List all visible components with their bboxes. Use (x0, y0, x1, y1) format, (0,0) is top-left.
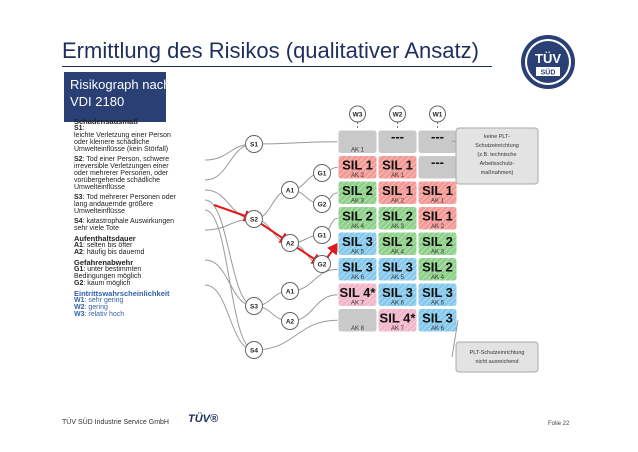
cell-sil-text: SIL 1 (382, 183, 413, 198)
matrix-cell (338, 207, 377, 231)
legend-w3-code: W3 (74, 311, 85, 318)
tree-branch (205, 210, 254, 350)
legend-aufenthalt-head: Aufenthaltsdauer (74, 234, 136, 243)
cell-sil-text: SIL 3 (422, 285, 453, 300)
matrix-cell (418, 283, 457, 307)
cell-sil-text: SIL 1 (422, 208, 453, 224)
cell-ak-text: AK 3 (350, 198, 365, 205)
matrix-cell (418, 232, 457, 256)
tree-node-label: S1 (250, 141, 258, 149)
footer-page: Folie 22 (548, 421, 570, 427)
matrix-cell (418, 258, 457, 282)
legend-s4-text: katastrophale Auswirkungen sehr viele Tote (74, 218, 175, 232)
matrix-cell (418, 207, 457, 231)
cell-sil-text: --- (391, 129, 404, 144)
legend-eintritt-head: Eintrittswahrscheinlichkeit (74, 289, 170, 298)
tree-branch (205, 285, 254, 350)
legend-s3-text: Tod mehrerer Personen oder lang andauernde größere Umwelteinflüsse (74, 194, 176, 215)
column-headers (350, 106, 446, 129)
cell-sil-text: SIL 3 (422, 310, 453, 326)
matrix-cell (418, 129, 457, 154)
cell-sil-text: SIL 3 (382, 285, 413, 300)
matrix-cell (378, 258, 417, 282)
tree-node-label: A2 (285, 318, 295, 326)
legend-panel: Schadensausmaß S1: leichte Verletzung einer Person oder kleinere schädliche Umwelteinflüsse (kein Störfall) S2: Tod einer Person, schwere irreversible Verletzungen einer oder mehrerer Personen, oder vorübergehende schädliche Umwelteinflüsse S3: Tod mehrerer Personen oder lang andauernde größere Umwelteinflüsse S4: katastrophale Auswirkungen sehr viele Tote Aufenthaltsdauer A1: selten bis öfter A2: häufig bis dauernd Gefahrenabwehr G1: unter bestimmten Bedingungen möglich G2: kaum möglich Eintrittswahrscheinlichkeit W1: sehr gering W2: gering W3: relativ hoch (74, 118, 182, 321)
legend-g2-code: G2 (74, 280, 84, 287)
tree-node-label: G2 (317, 201, 327, 209)
cell-sil-text: SIL 3 (342, 259, 373, 275)
legend-schaden-head: Schadensausmaß (74, 117, 138, 126)
cell-sil-text: SIL 2 (382, 234, 413, 249)
tree-node-label: S3 (250, 303, 258, 311)
legend-g2-text: kaum möglich (87, 280, 131, 287)
matrix-cell (378, 283, 417, 307)
side-notes (452, 128, 538, 372)
legend-g1-code: G1 (74, 266, 84, 273)
legend-w1-code: W1 (74, 297, 85, 304)
legend-gefahr-head: Gefahrenabwehr (74, 258, 134, 267)
legend-s1-text: leichte Verletzung einer Person oder kleinere schädliche Umwelteinflüsse (kein Störfall) (74, 132, 171, 153)
cell-ak-text: AK 1 (350, 147, 365, 154)
cell-ak-text: AK 2 (430, 224, 445, 230)
matrix-cell (338, 181, 377, 205)
cell-ak-text: AK 6 (350, 275, 365, 281)
page-title: Ermittlung des Risikos (qualitativer Ansatz) (62, 38, 479, 63)
cell-ak-text: AK 3 (390, 224, 405, 230)
legend-s4-code: S4 (74, 218, 83, 225)
column-label: W2 (392, 111, 403, 119)
matrix-cell (378, 309, 417, 333)
tree-branch (205, 260, 254, 306)
matrix-cell (418, 181, 457, 205)
matrix-cell (338, 156, 377, 180)
cell-ak-text: AK 8 (350, 326, 365, 332)
tree-branch (205, 144, 254, 180)
legend-w2-text: gering (88, 304, 108, 311)
legend-s2-code: S2 (74, 156, 83, 163)
matrix-cell (338, 232, 377, 256)
cell-ak-text: AK 7 (390, 326, 405, 332)
tree-node-label: G1 (317, 170, 327, 178)
legend-a2-text: häufig bis dauernd (86, 249, 145, 256)
column-label: W1 (432, 111, 443, 119)
cell-sil-text: SIL 2 (382, 208, 413, 224)
legend-a1-text: selten bis öfter (86, 242, 133, 249)
tree-node-label: S4 (250, 347, 258, 355)
cell-sil-text: SIL 1 (382, 157, 413, 173)
note-bottom-line: nicht ausreichend (475, 359, 519, 365)
logo-text: TÜV (535, 51, 561, 66)
legend-s3-code: S3 (74, 194, 83, 201)
tree-node-label: A2 (285, 240, 295, 248)
cell-ak-text: AK 4 (350, 224, 365, 230)
matrix-cell (418, 155, 457, 180)
footer-company: TÜV SÜD Industrie Service GmbH (62, 419, 169, 426)
cell-sil-text: SIL 2 (422, 259, 453, 275)
matrix-cell (338, 130, 377, 154)
matrix-cell (378, 232, 417, 256)
note-bottom-box (456, 342, 538, 372)
cell-ak-text: AK 5 (430, 300, 445, 307)
cell-ak-text: AK 1 (430, 198, 445, 205)
cell-ak-text: AK 2 (350, 173, 365, 179)
legend-w3-text: relativ hoch (88, 311, 125, 318)
note-bottom-line: PLT-Schutzeinrichtung (469, 350, 525, 356)
cell-ak-text: AK 5 (350, 249, 365, 256)
legend-w1-text: sehr gering (88, 297, 124, 304)
cell-sil-text: SIL 2 (422, 234, 453, 249)
note-top-line: (z.B. technische (477, 152, 517, 158)
tree-nodes (246, 136, 331, 359)
cell-sil-text: SIL 2 (342, 208, 373, 224)
matrix-cell (338, 309, 377, 333)
tree-node-label: G2 (317, 261, 327, 269)
cell-sil-text: SIL 1 (342, 157, 373, 173)
tree-node-label: A1 (285, 187, 295, 195)
cell-sil-text: SIL 4* (339, 285, 376, 300)
cell-sil-text: SIL 2 (342, 183, 373, 198)
note-top-line: Arbeitsschutz- (479, 161, 515, 167)
logo-sub: SÜD (540, 69, 556, 77)
legend-a2-code: A2 (74, 249, 83, 256)
cell-ak-text: AK 4 (430, 275, 445, 281)
tree-node-label: S2 (250, 216, 258, 224)
legend-w2-code: W2 (74, 304, 85, 311)
note-top-line: Schutzeinrichtung (475, 143, 519, 149)
cell-sil-text: --- (431, 129, 444, 144)
footer-logo: TÜV® (188, 413, 219, 425)
tag-line2: VDI 2180 (70, 94, 125, 109)
matrix-cell (338, 258, 377, 282)
matrix-cell (378, 129, 417, 154)
cell-ak-text: AK 4 (390, 249, 405, 256)
legend-s2-text: Tod einer Person, schwere irreversible Verletzungen einer oder mehrerer Personen, oder vorübergehende schädliche Umwelteinflüsse (74, 156, 170, 191)
matrix-cell (378, 181, 417, 205)
cell-ak-text: AK 2 (390, 198, 405, 205)
cell-sil-text: SIL 3 (342, 234, 373, 249)
matrix-cell (378, 156, 417, 180)
tree-node-label: A1 (285, 288, 295, 296)
matrix-cell (418, 309, 457, 333)
cell-ak-text: AK 6 (390, 300, 405, 307)
cell-sil-text: --- (431, 154, 444, 170)
cell-ak-text: AK 3 (430, 249, 445, 256)
sil-matrix (338, 129, 457, 332)
cell-sil-text: SIL 1 (422, 183, 453, 198)
matrix-cell (338, 283, 377, 307)
cell-ak-text: AK 5 (390, 275, 405, 281)
cell-sil-text: SIL 4* (379, 310, 416, 326)
cell-ak-text: AK 6 (430, 326, 445, 332)
tag-line1: Risikograph nach (70, 77, 171, 92)
cell-ak-text: AK 7 (350, 300, 365, 307)
cell-ak-text: AK 1 (390, 173, 405, 179)
tree-node-label: G1 (317, 232, 327, 240)
legend-s1-code: S1 (74, 125, 83, 132)
note-top-line: maßnahmen) (480, 170, 514, 176)
legend-g1-text: unter bestimmten Bedingungen möglich (74, 266, 142, 280)
legend-a1-code: A1 (74, 242, 83, 249)
matrix-cell (378, 207, 417, 231)
cell-sil-text: SIL 3 (382, 259, 413, 275)
note-top-line: keine PLT- (484, 134, 510, 140)
column-label: W3 (352, 111, 363, 119)
tree-branch (254, 142, 338, 144)
